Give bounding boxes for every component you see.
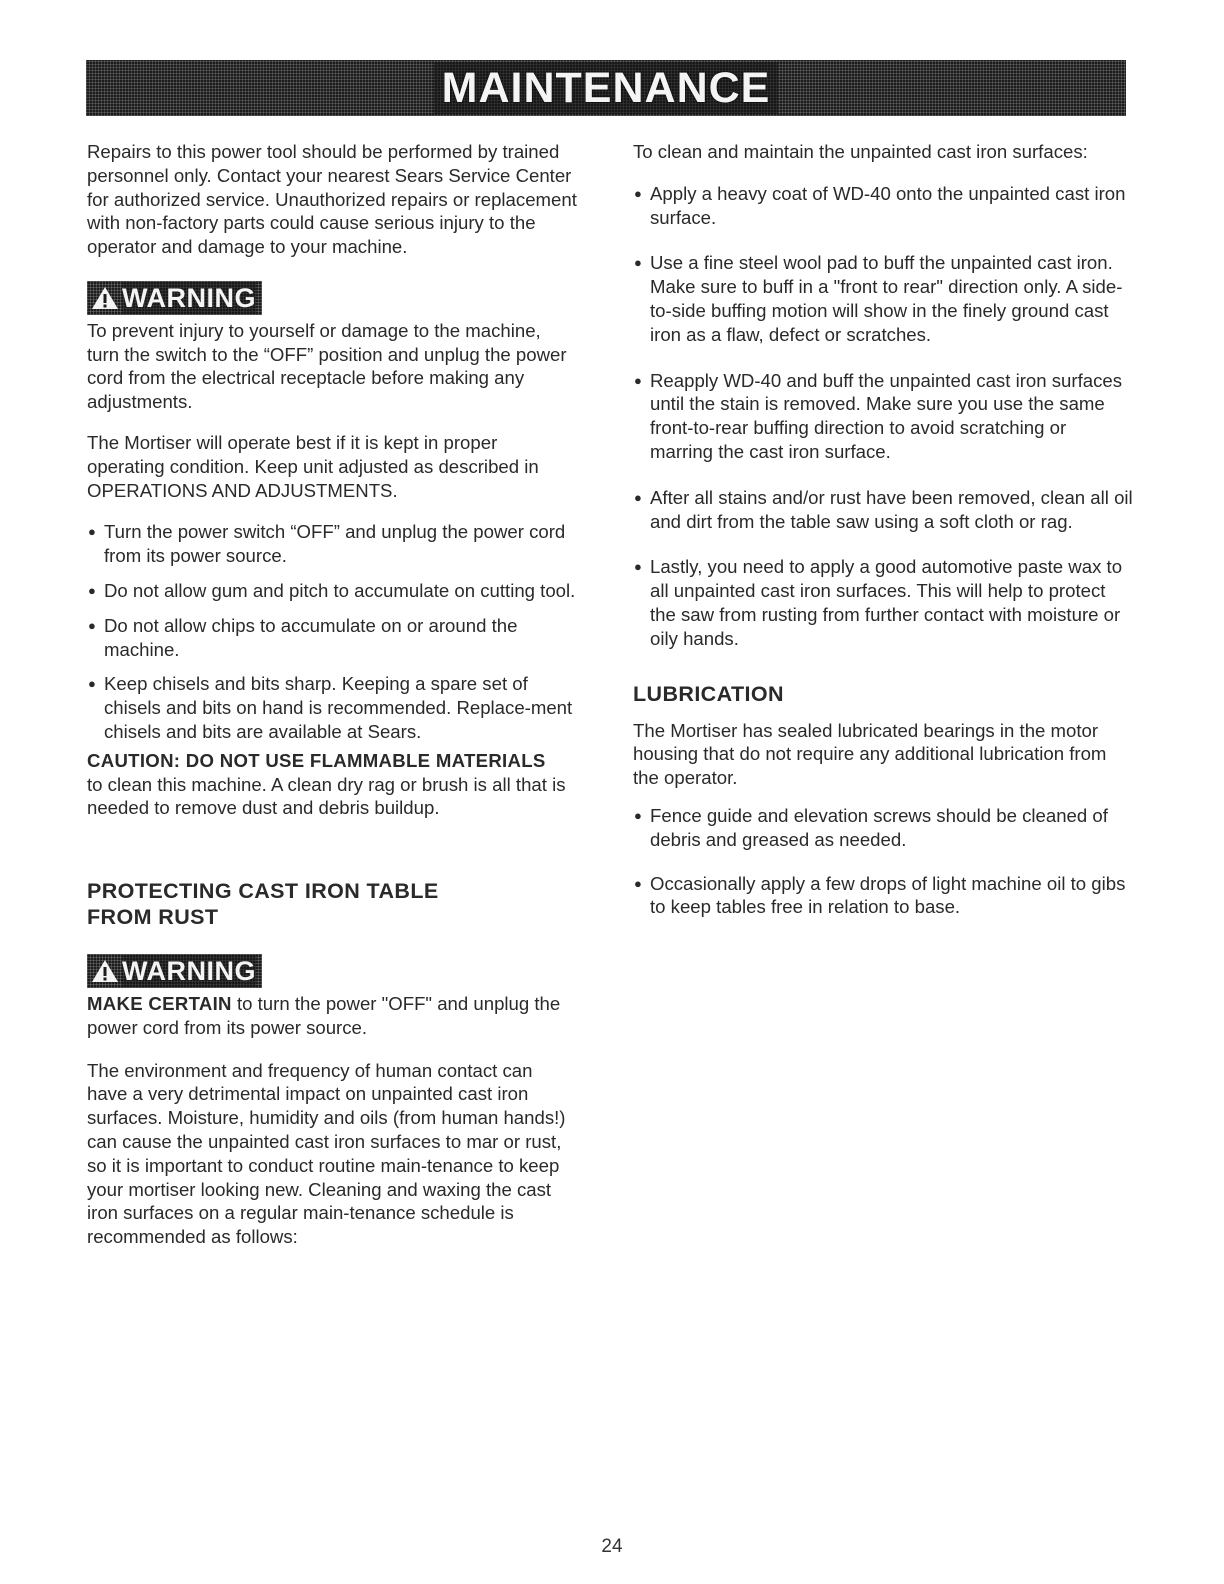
- bullet-icon: ●: [634, 255, 642, 271]
- warning-text-1: To prevent injury to yourself or damage to the machine, turn the switch to the “OFF” position and unplug the power cord from the electrical receptacle before making any adjustments.: [87, 319, 567, 413]
- bullet-icon: ●: [88, 524, 96, 540]
- warning-badge-2: [87, 954, 262, 988]
- lubrication-paragraph: The Mortiser has sealed lubricated bearings in the motor housing that do not require any additional lubrication from the operator.: [633, 719, 1107, 789]
- warning-triangle-icon: [91, 285, 119, 311]
- bullet-icon: ●: [88, 676, 96, 692]
- warning-text-2: MAKE CERTAIN to turn the power "OFF" and unplug the power cord from its power source.: [87, 992, 561, 1038]
- page-title: MAINTENANCE: [434, 62, 779, 114]
- maintenance-list: [87, 520, 577, 743]
- lubrication-list: [633, 804, 1133, 919]
- list-item: ● Use a fine steel wool pad to buff the unpainted cast iron. Make sure to buff in a "front to rear" direction only. A side-to-side buffing motion will show in the finely ground cast iron as a flaw, defect or scratches.: [634, 252, 1123, 345]
- left-column: [87, 140, 577, 1265]
- warning-label: WARNING: [122, 282, 256, 313]
- page-number: 24: [601, 1536, 623, 1557]
- caution-text: to clean this machine. A clean dry rag or brush is all that is needed to remove dust and debris buildup.: [87, 773, 566, 819]
- lubrication-heading: LUBRICATION: [633, 681, 784, 706]
- bullet-icon: ●: [634, 807, 642, 823]
- list-item: ● Do not allow gum and pitch to accumulate on cutting tool.: [88, 579, 576, 601]
- list-item: ● Occasionally apply a few drops of light machine oil to gibs to keep tables free in relation to base.: [634, 872, 1126, 918]
- caution-block: [87, 749, 577, 820]
- cleaning-list: [633, 182, 1133, 651]
- warning-triangle-icon: [91, 958, 119, 984]
- protect-heading: PROTECTING CAST IRON TABLE FROM RUST: [87, 879, 439, 930]
- list-item: ● After all stains and/or rust have been removed, clean all oil and dirt from the table saw using a soft cloth or rag.: [634, 486, 1133, 532]
- clean-intro: To clean and maintain the unpainted cast iron surfaces:: [633, 141, 1088, 162]
- make-certain-label: MAKE CERTAIN: [87, 992, 232, 1014]
- list-item: ● Fence guide and elevation screws should be cleaned of debris and greased as needed.: [634, 804, 1108, 850]
- bullet-icon: ●: [634, 875, 642, 891]
- bullet-icon: ●: [634, 185, 642, 201]
- bullet-icon: ●: [634, 372, 642, 388]
- section-banner: [86, 60, 1126, 116]
- list-item: ● Keep chisels and bits sharp. Keeping a spare set of chisels and bits on hand is recommended. Replace-ment chisels and bits are available at Sears.: [88, 673, 573, 742]
- list-item: ● Do not allow chips to accumulate on or around the machine.: [88, 614, 518, 660]
- list-item: ● Lastly, you need to apply a good automotive paste wax to all unpainted cast iron surfaces. This will help to protect the saw from rusting from further contact with moisture or oily hands.: [634, 556, 1123, 649]
- right-column: [633, 140, 1133, 941]
- list-item: ● Reapply WD-40 and buff the unpainted cast iron surfaces until the stain is removed. Make sure you use the same front-to-rear buffing direction to avoid scratching or marring the cast iron surface.: [634, 369, 1123, 462]
- operate-paragraph: The Mortiser will operate best if it is kept in proper operating condition. Keep unit adjusted as described in OPERATIONS AND ADJUSTMENTS.: [87, 431, 539, 501]
- bullet-icon: ●: [88, 582, 96, 598]
- environment-paragraph: The environment and frequency of human contact can have a very detrimental impact on unpainted cast iron surfaces. Moisture, humidity and oils (from human hands!) can cause the unpainted cast iron surfaces to mar or rust, so it is important to conduct routine main-tenance to keep your mortiser looking new. Cleaning and waxing the cast iron surfaces on a regular main-tenance schedule is recommended as follows:: [87, 1059, 566, 1248]
- warning-badge-1: [87, 281, 262, 315]
- bullet-icon: ●: [634, 489, 642, 505]
- bullet-icon: ●: [634, 559, 642, 575]
- list-item: ● Apply a heavy coat of WD-40 onto the unpainted cast iron surface.: [634, 182, 1126, 228]
- warning-label: WARNING: [122, 956, 256, 987]
- intro-paragraph: Repairs to this power tool should be performed by trained personnel only. Contact your nearest Sears Service Center for authorized service. Unauthorized repairs or replacement with non-factory parts could cause serious injury to the operator and damage to your machine.: [87, 141, 577, 258]
- list-item: ● Turn the power switch “OFF” and unplug the power cord from its power source.: [88, 521, 566, 567]
- bullet-icon: ●: [88, 617, 96, 633]
- caution-label: CAUTION: DO NOT USE FLAMMABLE MATERIALS: [87, 749, 546, 771]
